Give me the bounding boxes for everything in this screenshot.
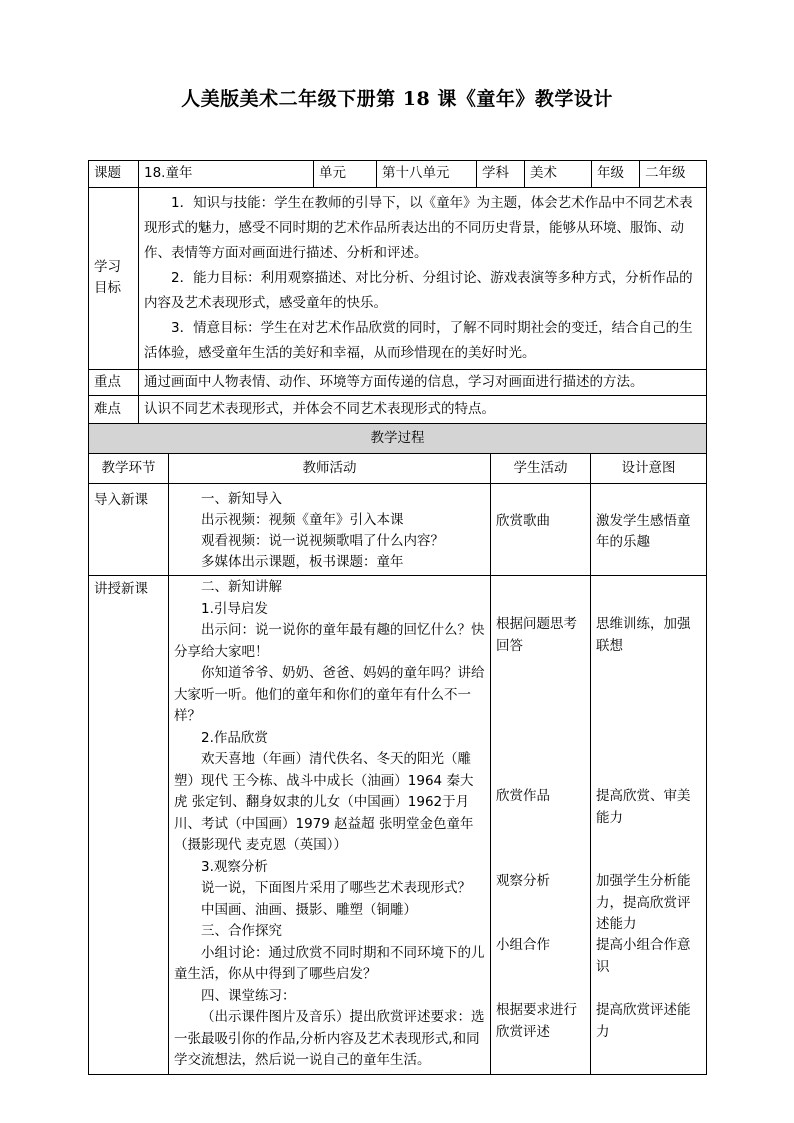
teach-intent-coop: 提高小组合作意识 xyxy=(596,937,691,975)
teach-s3-title: 3.观察分析 xyxy=(201,858,268,875)
intro-heading: 一、新知导入 xyxy=(201,491,282,507)
goal-emotion: 3．情意目标：学生在对艺术作品欣赏的同时，了解不同时期社会的变迁，结合自己的生活体验，感受童年生活的美好和幸福，从而珍惜现在的美好时光。 xyxy=(144,319,693,361)
subject-value: 美术 xyxy=(525,161,592,188)
teach-s1-q2: 你知道爷爷、奶奶、爸爸、妈妈的童年吗？讲给大家听一听。他们的童年和你们的童年有什么不一样？ xyxy=(174,665,485,724)
teach-teacher xyxy=(169,576,491,1075)
teach-intent-s2: 提高欣赏、审美能力 xyxy=(596,788,691,826)
teach-s2-text: 欢天喜地（年画）清代佚名、冬天的阳光（雕塑）现代 王今栋、战斗中成长（油画）1964 秦大虎 张定钊、翻身奴隶的儿女（中国画）1962于月川、考试（中国画）1979 赵益超 张明堂金色童年（摄影现代 麦克恩（英国）） xyxy=(174,751,474,853)
intro-board: 多媒体出示课题，板书课题：童年 xyxy=(201,554,404,570)
goals-label: 学习目标 xyxy=(89,187,139,369)
teach-student-s2: 欣赏作品 xyxy=(496,788,550,804)
goal-ability: 2．能力目标：利用观察描述、对比分析、分组讨论、游戏表演等多种方式，分析作品的内容及艺术表现形式，感受童年的快乐。 xyxy=(144,269,693,311)
header-teacher: 教师活动 xyxy=(169,454,491,484)
intro-student xyxy=(491,484,591,576)
difficulty-value: 认识不同艺术表现形式，并体会不同艺术表现形式的特点。 xyxy=(139,396,707,424)
header-student: 学生活动 xyxy=(491,454,591,484)
topic-label: 课题 xyxy=(89,161,139,188)
key-point-value: 通过画面中人物表情、动作、环境等方面传递的信息，学习对画面进行描述的方法。 xyxy=(139,369,707,396)
intro-video: 出示视频：视频《童年》引入本课 xyxy=(201,512,404,528)
key-point-label: 重点 xyxy=(89,369,139,396)
process-band-title: 教学过程 xyxy=(89,424,707,454)
teach-ex-title: 四、课堂练习： xyxy=(201,987,296,1004)
teach-student-s1: 根据问题思考回答 xyxy=(496,616,577,654)
intro-student-text: 欣赏歌曲 xyxy=(496,513,550,529)
intro-intent xyxy=(591,484,707,576)
teach-student xyxy=(491,576,591,1075)
teach-stage: 讲授新课 xyxy=(89,576,169,1075)
goals-content xyxy=(139,187,707,369)
subject-label: 学科 xyxy=(477,161,525,188)
teach-student-coop: 小组合作 xyxy=(496,937,550,953)
teach-heading: 二、新知讲解 xyxy=(201,579,282,595)
teach-s2-title: 2.作品欣赏 xyxy=(201,729,268,746)
unit-label: 单元 xyxy=(314,161,377,188)
teaching-process-table xyxy=(88,423,707,1075)
header-intent: 设计意图 xyxy=(591,454,707,484)
topic-value: 18.童年 xyxy=(139,161,314,188)
intro-intent-text: 激发学生感悟童年的乐趣 xyxy=(596,513,691,550)
intro-teacher xyxy=(169,484,491,576)
teach-s3-q: 说一说，下面图片采用了哪些艺术表现形式？ xyxy=(201,880,471,896)
teach-coop-title: 三、合作探究 xyxy=(201,923,282,939)
teach-ex-text: （出示课件图片及音乐）提出欣赏评述要求：选一张最吸引你的作品,分析内容及艺术表现形式,和同学交流想法，然后说一说自己的童年生活。 xyxy=(174,1009,485,1068)
teach-intent xyxy=(591,576,707,1075)
unit-value: 第十八单元 xyxy=(377,161,477,188)
teach-student-ex: 根据要求进行欣赏评述 xyxy=(496,1002,577,1040)
teach-s3-a: 中国画、油画、摄影、雕塑（铜雕） xyxy=(201,901,417,918)
teach-intent-s3: 加强学生分析能力，提高欣赏评述能力 xyxy=(596,873,691,932)
grade-value: 二年级 xyxy=(640,161,707,188)
teach-student-s3: 观察分析 xyxy=(496,873,550,889)
header-stage: 教学环节 xyxy=(89,454,169,484)
intro-watch: 观看视频：说一说视频歌唱了什么内容？ xyxy=(201,533,444,549)
goal-knowledge: 1．知识与技能：学生在教师的引导下，以《童年》为主题，体会艺术作品中不同艺术表现形式的魅力，感受不同时期的艺术作品所表达出的不同历史背景，能够从环境、服饰、动作、表情等方面对画面进行描述、分析和评述。 xyxy=(144,194,693,261)
intro-stage: 导入新课 xyxy=(89,484,169,576)
teach-coop-text: 小组讨论：通过欣赏不同时期和不同环境下的儿童生活，你从中得到了哪些启发？ xyxy=(174,944,485,982)
grade-label: 年级 xyxy=(592,161,640,188)
document-title: 人美版美术二年级下册第 18 课《童年》教学设计 xyxy=(181,88,613,110)
teach-s1-title: 1.引导启发 xyxy=(201,600,268,617)
teach-intent-s1: 思维训练，加强联想 xyxy=(596,616,691,654)
lesson-info-table xyxy=(88,160,707,424)
teach-intent-ex: 提高欣赏评述能力 xyxy=(596,1002,691,1040)
difficulty-label: 难点 xyxy=(89,396,139,424)
teach-s1-q1: 出示问：说一说你的童年最有趣的回忆什么？快分享给大家吧！ xyxy=(174,622,485,660)
